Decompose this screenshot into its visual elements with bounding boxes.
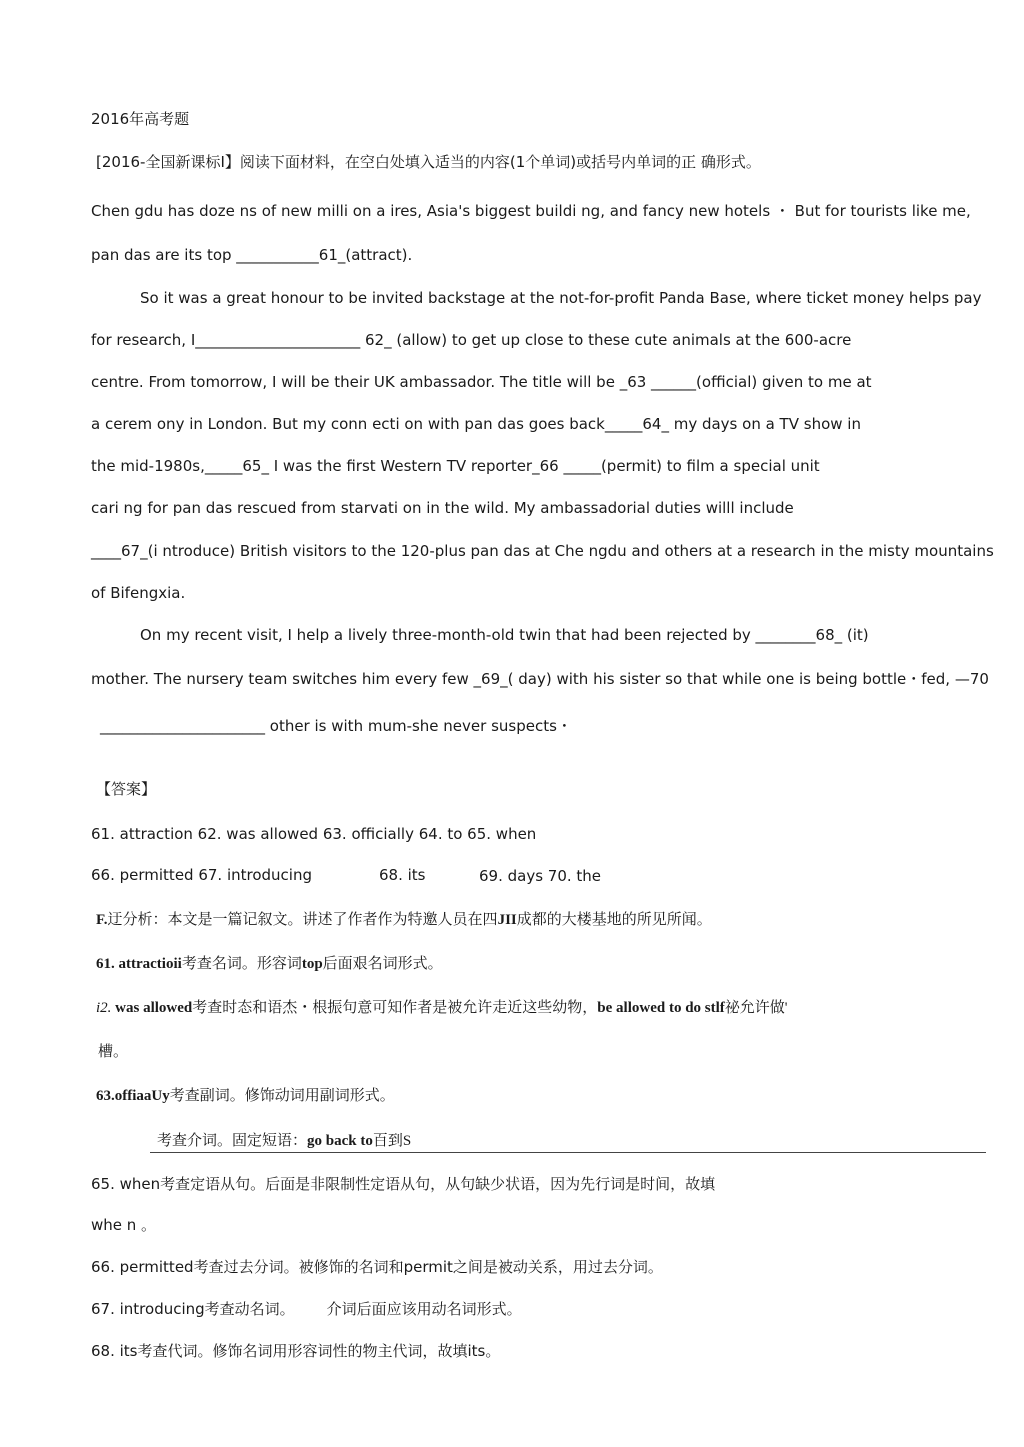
answer-line: 68. its xyxy=(379,866,426,884)
instruction: [2016-全国新课标I】阅读下面材料，在空白处填入适当的内容(1个单词)或括号内单词的正 确形式。 xyxy=(96,153,761,171)
analysis-61: 61. attractioii考查名词。形容词top后面艰名词形式。 xyxy=(96,956,443,972)
answer-line: 69. days 70. the xyxy=(479,867,602,885)
passage-line: So it was a great honour to be invited backstage at the not-for-profit Panda Base, where ticket money helps pay xyxy=(140,289,982,307)
answer-label: 【答案】 xyxy=(96,780,157,798)
passage-line: Chen gdu has doze ns of new milli on a ires, Asia's biggest buildi ng, and fancy new hotels ・ But for tourists like me, xyxy=(91,202,971,220)
analysis-prefix: F. xyxy=(96,912,108,928)
divider-line xyxy=(150,1152,986,1153)
analysis-62: i2. was allowed考查时态和语杰・根振句意可知作者是被允许走近这些幼物，be allowed to do stlf祕允许做' xyxy=(96,1000,788,1016)
analysis-67: 67. introducing考查动名词。 介词后面应该用动名词形式。 xyxy=(91,1300,522,1318)
answer-line: 61. attraction 62. was allowed 63. officially 64. to 65. when xyxy=(91,825,537,843)
passage-line: ____67_(i ntroduce) British visitors to the 120-plus pan das at Che ngdu and others at a research in the misty mountains xyxy=(91,542,994,560)
passage-line: pan das are its top ___________61_(attract). xyxy=(91,246,413,264)
analysis-intro: F.迂分析：本文是一篇记叙文。讲述了作者作为特邀人员在四JII成都的大楼基地的所见所闻。 xyxy=(96,912,712,928)
passage-line: cari ng for pan das rescued from starvati on in the wild. My ambassadorial duties willl include xyxy=(91,499,794,517)
analysis-65-cont: whe n 。 xyxy=(91,1216,157,1234)
passage-line: On my recent visit, I help a lively three-month-old twin that had been rejected by ________68_ (it) xyxy=(140,626,869,644)
passage-line: a cerem ony in London. But my conn ecti on with pan das goes back_____64_ my days on a TV show in xyxy=(91,415,861,433)
passage-line: centre. From tomorrow, I will be their UK ambassador. The title will be _63 ______(official) given to me at xyxy=(91,373,872,391)
analysis-63: 63.offiaaUy考查副词。修饰动词用副词形式。 xyxy=(96,1088,395,1104)
analysis-64: 考查介词。固定短语：go back to百到S xyxy=(157,1133,412,1149)
heading: 2016年高考题 xyxy=(91,110,190,128)
analysis-66: 66. permitted考查过去分词。被修饰的名词和permit之间是被动关系，用过去分词。 xyxy=(91,1258,663,1276)
passage-line: mother. The nursery team switches him every few _69_( day) with his sister so that while one is being bottle・fed, —70 xyxy=(91,670,989,688)
answer-line: 66. permitted 67. introducing xyxy=(91,866,313,884)
analysis-65: 65. when考查定语从句。后面是非限制性定语从句，从句缺少状语，因为先行词是时间，故填 xyxy=(91,1175,716,1193)
analysis-62-cont: 槽。 xyxy=(98,1044,129,1060)
passage-line: ______________________ other is with mum-she never suspects・ xyxy=(100,717,572,735)
passage-line: for research, I______________________ 62_ (allow) to get up close to these cute animals at the 600-acre xyxy=(91,331,852,349)
passage-line: the mid-1980s,_____65_ I was the first Western TV reporter_66 _____(permit) to film a special unit xyxy=(91,457,820,475)
analysis-68: 68. its考查代词。修饰名词用形容词性的物主代词，故填its。 xyxy=(91,1342,501,1360)
passage-line: of Bifengxia. xyxy=(91,584,186,602)
